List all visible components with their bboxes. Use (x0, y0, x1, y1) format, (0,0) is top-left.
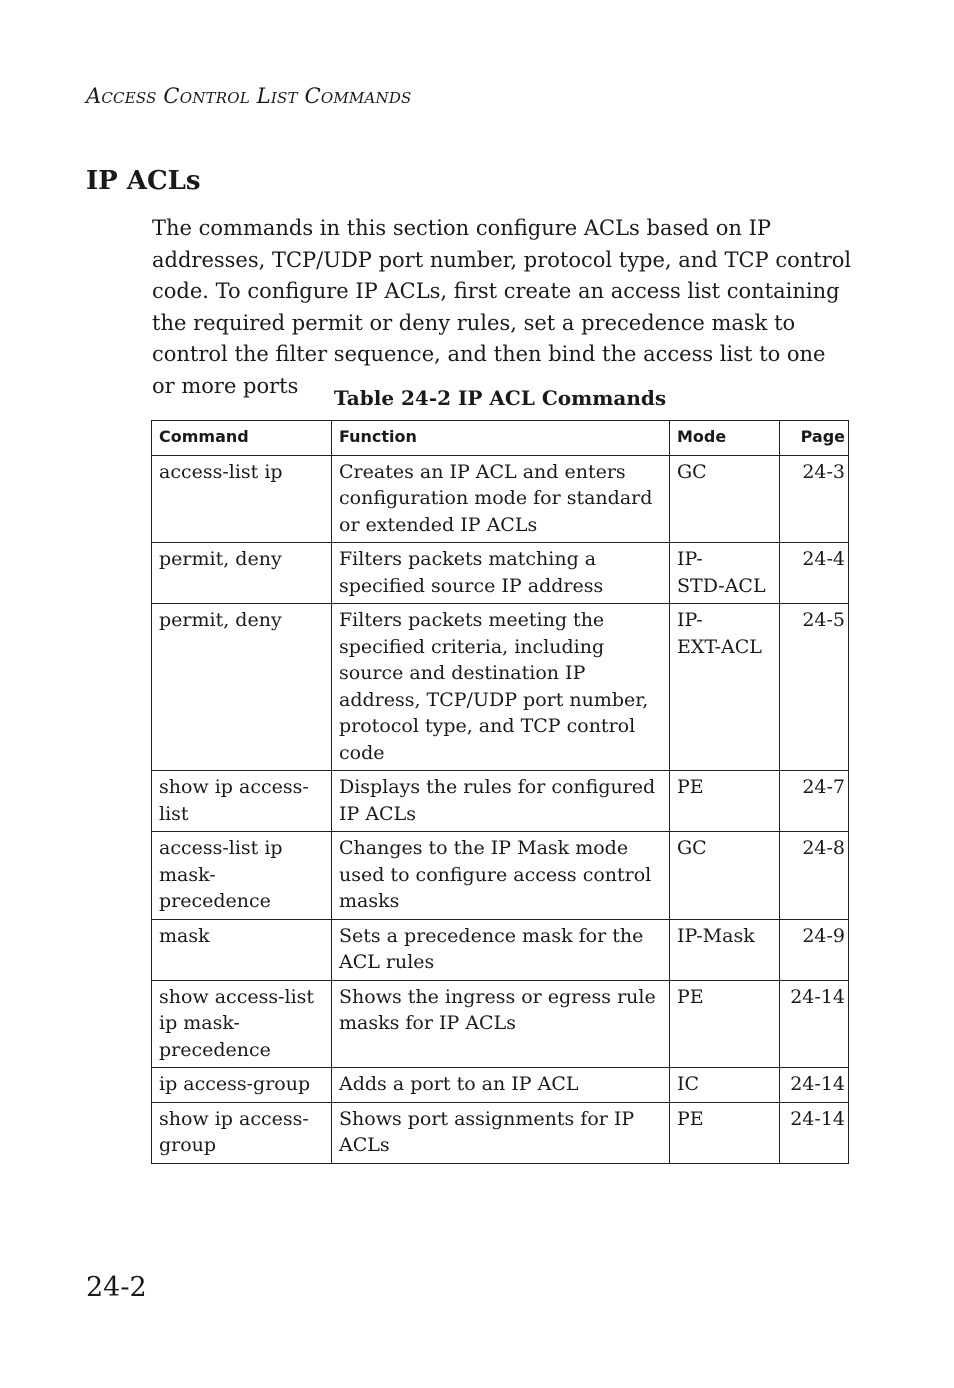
cell-function: Filters packets meeting the specified criteria, including source and destination IP address, TCP/UDP port number, protocol type, and TCP control code (332, 604, 670, 771)
cell-function: Filters packets matching a specified source IP address (332, 543, 670, 604)
table-header-row (152, 421, 849, 456)
table-row (152, 543, 849, 604)
header-function: Function (332, 421, 670, 456)
table-row (152, 455, 849, 543)
cell-mode: PE (670, 1102, 780, 1163)
table-row (152, 832, 849, 920)
cell-page: 24-9 (780, 919, 849, 980)
cell-command: access-list ip (152, 455, 332, 543)
cell-mode: IC (670, 1068, 780, 1103)
page-number: 24-2 (86, 1272, 147, 1303)
cell-mode: IP-Mask (670, 919, 780, 980)
cell-page: 24-8 (780, 832, 849, 920)
cell-page: 24-5 (780, 604, 849, 771)
header-command: Command (152, 421, 332, 456)
cell-mode: IP- EXT-ACL (670, 604, 780, 771)
cell-command: permit, deny (152, 604, 332, 771)
cell-command: show access-list ip mask-precedence (152, 980, 332, 1068)
cell-page: 24-14 (780, 1068, 849, 1103)
table-row (152, 604, 849, 771)
cell-mode: GC (670, 455, 780, 543)
table-row (152, 1068, 849, 1103)
cell-mode: PE (670, 980, 780, 1068)
table-row (152, 919, 849, 980)
table-caption: Table 24-2 IP ACL Commands (333, 386, 667, 410)
cell-mode: GC (670, 832, 780, 920)
ip-acl-commands-table (151, 420, 849, 1164)
cell-command: access-list ip mask-precedence (152, 832, 332, 920)
cell-function: Sets a precedence mask for the ACL rules (332, 919, 670, 980)
intro-paragraph: The commands in this section configure ACLs based on IP addresses, TCP/UDP port number, protocol type, and TCP control code. To configure IP ACLs, first create an access list containing the required permit or deny rules, set a precedence mask to control the filter sequence, and then bind the access list to one or more ports (152, 216, 852, 398)
header-mode: Mode (670, 421, 780, 456)
running-head: Access Control List Commands (86, 84, 412, 108)
cell-function: Changes to the IP Mask mode used to configure access control masks (332, 832, 670, 920)
cell-function: Shows the ingress or egress rule masks for IP ACLs (332, 980, 670, 1068)
cell-command: permit, deny (152, 543, 332, 604)
cell-command: show ip access-group (152, 1102, 332, 1163)
cell-page: 24-3 (780, 455, 849, 543)
section-title: IP ACLs (86, 166, 201, 196)
cell-mode: IP- STD-ACL (670, 543, 780, 604)
cell-page: 24-7 (780, 771, 849, 832)
table-row (152, 980, 849, 1068)
cell-page: 24-14 (780, 1102, 849, 1163)
cell-function: Shows port assignments for IP ACLs (332, 1102, 670, 1163)
cell-command: ip access-group (152, 1068, 332, 1103)
cell-page: 24-4 (780, 543, 849, 604)
cell-command: show ip access-list (152, 771, 332, 832)
table-row (152, 771, 849, 832)
cell-function: Displays the rules for configured IP ACLs (332, 771, 670, 832)
cell-command: mask (152, 919, 332, 980)
table-row (152, 1102, 849, 1163)
cell-function: Creates an IP ACL and enters configuration mode for standard or extended IP ACLs (332, 455, 670, 543)
cell-function: Adds a port to an IP ACL (332, 1068, 670, 1103)
cell-page: 24-14 (780, 980, 849, 1068)
header-page: Page (780, 421, 849, 456)
cell-mode: PE (670, 771, 780, 832)
